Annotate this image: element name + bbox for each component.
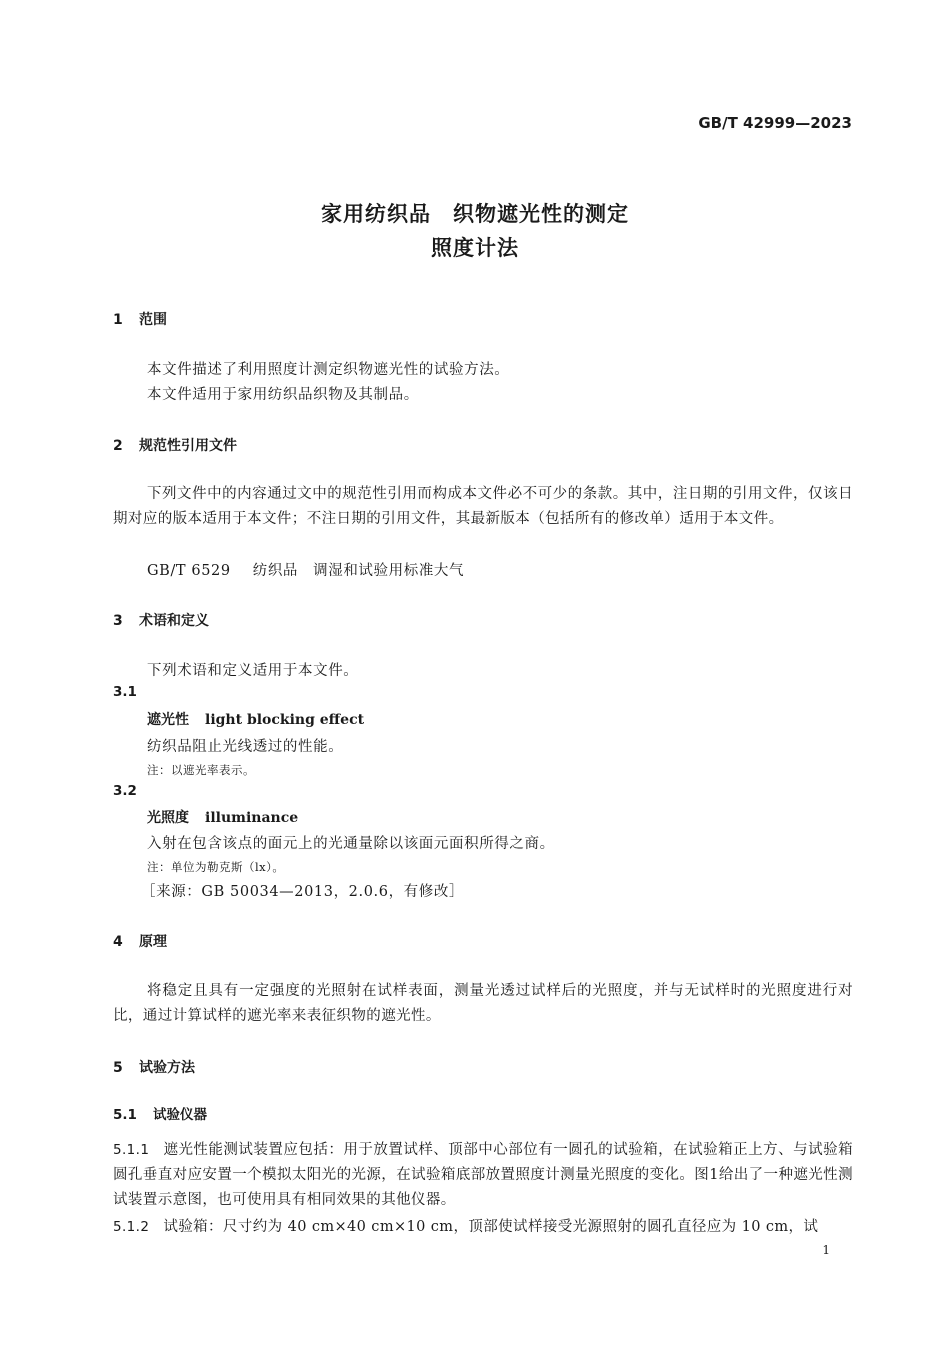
clause-text: 遮光性能测试装置应包括：用于放置试样、顶部中心部位有一圆孔的试验箱，在试验箱正上方、与试验箱圆孔垂直对应安置一个模拟太阳光的光源，在试验箱底部放置照度计测量光照度的变化。图1给出了一种遮光性测试装置示意图，也可使用具有相同效果的其他仪器。: [113, 1142, 853, 1208]
section-title: 规范性引用文件: [139, 438, 237, 454]
normative-reference: [147, 559, 464, 580]
clause-number: 5.1.1: [113, 1142, 150, 1158]
section-3-heading: [113, 610, 209, 630]
paragraph: 下列术语和定义适用于本文件。: [147, 663, 359, 679]
section-title: 原理: [139, 934, 167, 950]
section-number: 1: [113, 312, 123, 328]
clause-5-1-2: [113, 1215, 818, 1236]
page-number: 1: [822, 1243, 830, 1257]
term-en: illuminance: [205, 810, 299, 826]
section-title: 试验方法: [139, 1060, 195, 1076]
clause-number: 5.1: [113, 1107, 137, 1123]
section-number: 3: [113, 613, 123, 629]
paragraph: 下列文件中的内容通过文中的规范性引用而构成本文件必不可少的条款。其中，注日期的引用文件，仅该日期对应的版本适用于本文件；不注日期的引用文件，其最新版本（包括所有的修改单）适用于本文件。: [113, 486, 853, 527]
section-1-heading: [113, 309, 167, 329]
section-number: 5: [113, 1060, 123, 1076]
term-zh: 光照度: [147, 810, 189, 826]
term-number: 3.1: [113, 684, 137, 700]
term-zh: 遮光性: [147, 712, 189, 728]
reference-code: GB/T 6529: [147, 563, 231, 579]
document-title: 家用纺织品 织物遮光性的测定: [321, 202, 629, 226]
section-2-heading: [113, 435, 237, 455]
standard-code: GB/T 42999—2023: [698, 114, 852, 132]
term-note: 注：单位为勒克斯（lx）。: [147, 860, 285, 874]
section-number: 2: [113, 438, 123, 454]
clause-number: 5.1.2: [113, 1219, 150, 1235]
term-note: 注：以遮光率表示。: [147, 763, 255, 777]
term-definition: 纺织品阻止光线透过的性能。: [147, 739, 344, 755]
paragraph: 本文件适用于家用纺织品织物及其制品。: [147, 387, 419, 403]
clause-5-1-heading: [113, 1103, 207, 1123]
clause-text: 试验箱：尺寸约为 40 cm×40 cm×10 cm，顶部使试样接受光源照射的圆孔直径应为 10 cm，试: [163, 1219, 819, 1235]
reference-title: 纺织品 调湿和试验用标准大气: [252, 563, 465, 579]
clause-5-1-1: [113, 1138, 853, 1213]
section-5-heading: [113, 1057, 195, 1077]
term-number: 3.2: [113, 783, 137, 799]
document-subtitle: 照度计法: [431, 236, 519, 260]
section-title: 术语和定义: [139, 613, 209, 629]
term-heading: [147, 709, 364, 729]
term-en: light blocking effect: [205, 712, 365, 728]
paragraph: 本文件描述了利用照度计测定织物遮光性的试验方法。: [147, 362, 510, 378]
section-number: 4: [113, 934, 123, 950]
clause-title: 试验仪器: [153, 1107, 207, 1123]
term-heading: [147, 807, 298, 827]
term-definition: 入射在包含该点的面元上的光通量除以该面元面积所得之商。: [147, 836, 555, 852]
paragraph: 将稳定且具有一定强度的光照射在试样表面，测量光透过试样后的光照度，并与无试样时的光照度进行对比，通过计算试样的遮光率来表征织物的遮光性。: [113, 983, 853, 1024]
section-title: 范围: [139, 312, 167, 328]
section-4-heading: [113, 931, 167, 951]
term-source: ［来源：GB 50034—2013，2.0.6，有修改］: [141, 884, 465, 900]
